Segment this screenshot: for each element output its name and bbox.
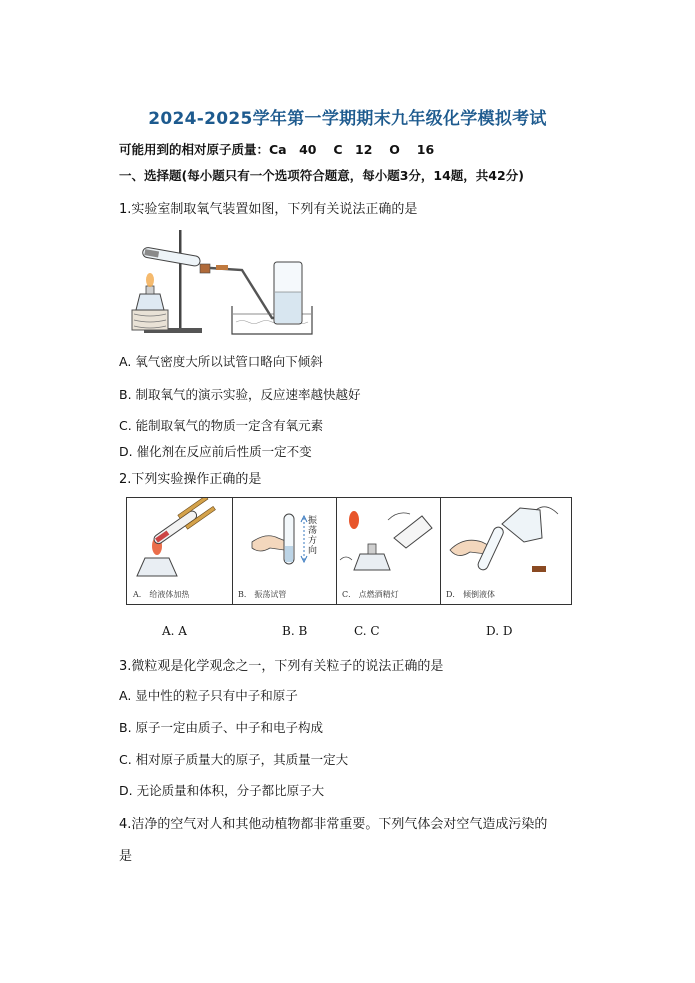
alcohol-lamp	[136, 294, 164, 310]
q2-choice-c: C. C	[354, 624, 380, 638]
section-heading: 一、选择题(每小题只有一个选项符合题意，每小题3分，14题，共42分)	[119, 168, 524, 183]
stopper	[200, 264, 210, 273]
q3-option-b: B. 原子一定由质子、中子和电子构成	[119, 720, 324, 735]
q1-stem: 1.实验室制取氧气装置如图，下列有关说法正确的是	[119, 202, 418, 217]
stand-rod	[179, 230, 182, 330]
panel-b-caption: B． 振荡试管	[238, 590, 287, 599]
q2-panel-d	[440, 498, 571, 604]
q3-option-a: A. 显中性的粒子只有中子和原子	[119, 688, 298, 703]
lighting-lamp-illustration	[336, 498, 440, 588]
q2-choice-a: A. A	[162, 624, 187, 638]
q4-stem-line1: 4.洁净的空气对人和其他动植物都非常重要。下列气体会对空气造成污染的	[119, 817, 548, 832]
flame	[146, 273, 154, 287]
test-tube	[142, 247, 201, 267]
q2-panel-b	[232, 498, 337, 604]
q1-option-a: A. 氧气密度大所以试管口略向下倾斜	[119, 354, 323, 369]
panel-a-caption: A． 给液体加热	[133, 590, 190, 599]
q1-option-c: C. 能制取氧气的物质一定含有氧元素	[119, 418, 324, 433]
q2-choice-b: B. B	[282, 624, 308, 638]
q4-stem-line2: 是	[119, 849, 133, 864]
atomic-mass-line: 可能用到的相对原子质量：Ca 40 C 12 O 16	[119, 142, 435, 157]
q3-option-c: C. 相对原子质量大的原子，其质量一定大	[119, 752, 349, 767]
q2-choice-d: D. D	[486, 624, 513, 638]
q3-option-d: D. 无论质量和体积，分子都比原子大	[119, 783, 325, 798]
panel-d-caption: D． 倾倒液体	[446, 590, 495, 599]
exam-title: 2024-2025学年第一学期期末九年级化学模拟考试	[148, 109, 547, 129]
q1-option-b: B. 制取氧气的演示实验，反应速率越快越好	[119, 387, 361, 402]
q2-figure-panels	[126, 497, 572, 605]
shaking-tube-illustration	[232, 498, 336, 588]
q2-panel-a	[127, 498, 233, 604]
q2-stem: 2.下列实验操作正确的是	[119, 472, 262, 487]
q1-option-d: D. 催化剂在反应前后性质一定不变	[119, 444, 312, 459]
q3-stem: 3.微粒观是化学观念之一，下列有关粒子的说法正确的是	[119, 659, 444, 674]
q2-panel-c	[336, 498, 441, 604]
panel-c-caption: C． 点燃酒精灯	[342, 590, 399, 599]
shake-direction-label: 振 荡 方 向	[308, 516, 318, 556]
heating-liquid-illustration	[127, 498, 232, 588]
oxygen-apparatus-figure	[124, 222, 314, 340]
pouring-liquid-illustration	[440, 498, 571, 588]
